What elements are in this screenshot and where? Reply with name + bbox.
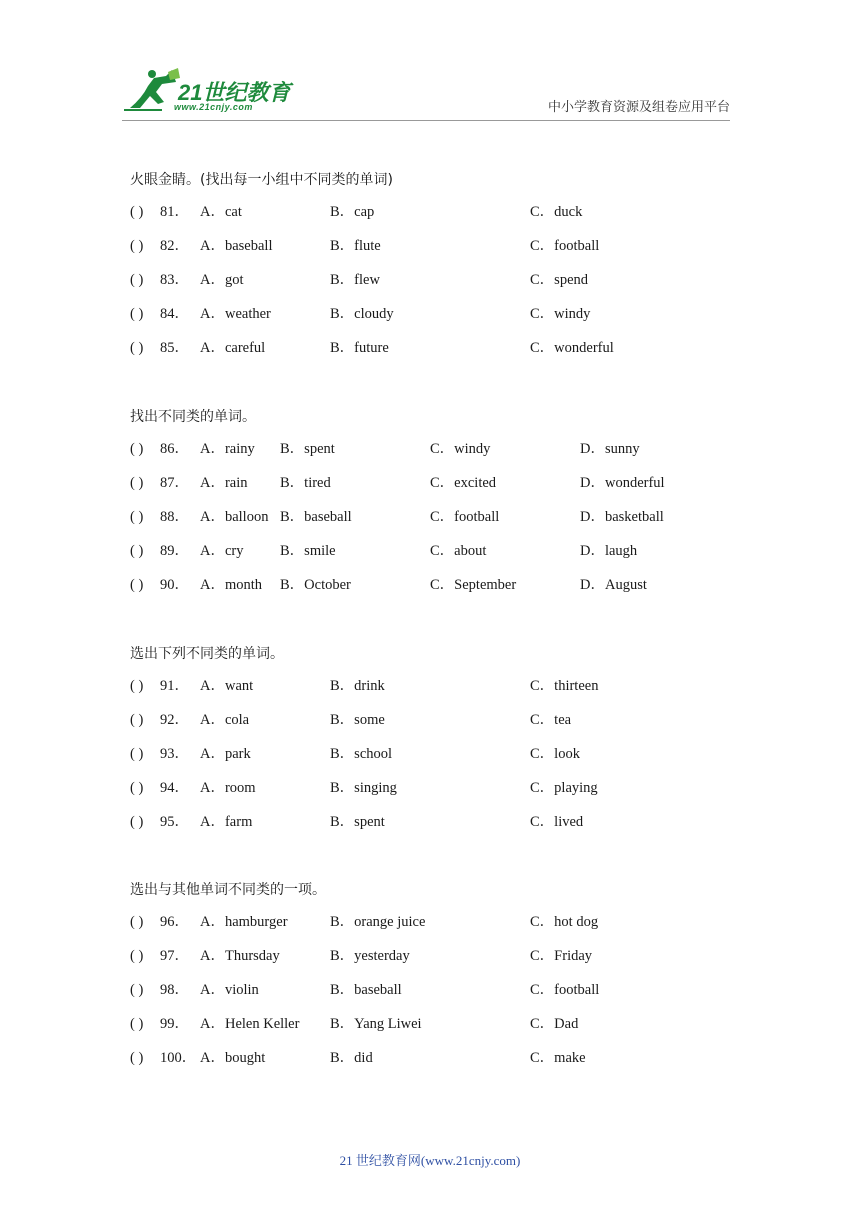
- question-number: 84．: [160, 306, 189, 322]
- answer-blank[interactable]: ( ): [130, 238, 144, 254]
- answer-blank[interactable]: ( ): [130, 272, 144, 288]
- section-title: 选出与其他单词不同类的一项。: [130, 882, 326, 898]
- question-row: [130, 432, 750, 466]
- option-c: C．thirteen: [530, 678, 599, 694]
- question-row: [130, 1041, 750, 1075]
- runner-icon: [122, 68, 182, 114]
- question-number: 96．: [160, 914, 189, 930]
- option-b: B．some: [330, 712, 385, 728]
- option-a: A．room: [200, 780, 256, 796]
- page-header: [0, 0, 860, 130]
- answer-blank[interactable]: ( ): [130, 306, 144, 322]
- option-a: A．rain: [200, 475, 248, 491]
- option-c: C．lived: [530, 814, 584, 830]
- answer-blank[interactable]: ( ): [130, 746, 144, 762]
- option-b: B．singing: [330, 780, 397, 796]
- option-b: B．school: [330, 746, 393, 762]
- question-row: [130, 1007, 750, 1041]
- option-c: C．make: [530, 1050, 586, 1066]
- option-b: B．future: [330, 340, 389, 356]
- option-c: C．windy: [430, 441, 491, 457]
- question-row: [130, 263, 750, 297]
- option-b: B．cloudy: [330, 306, 394, 322]
- option-c: C．football: [530, 982, 600, 998]
- question-row: [130, 973, 750, 1007]
- answer-blank[interactable]: ( ): [130, 204, 144, 220]
- option-c: C．playing: [530, 780, 598, 796]
- option-a: A．balloon: [200, 509, 269, 525]
- section-4: [130, 875, 750, 1075]
- question-number: 94．: [160, 780, 189, 796]
- option-b: B．spent: [330, 814, 385, 830]
- option-a: A．Helen Keller: [200, 1016, 300, 1032]
- logo-url: www.21cnjy.com: [174, 102, 253, 112]
- question-number: 91．: [160, 678, 189, 694]
- option-a: A．park: [200, 746, 251, 762]
- section-2: [130, 402, 750, 602]
- option-a: A．cat: [200, 204, 242, 220]
- question-row: [130, 737, 750, 771]
- option-a: A．cola: [200, 712, 250, 728]
- option-b: B．October: [280, 577, 351, 593]
- answer-blank[interactable]: ( ): [130, 475, 144, 491]
- answer-blank[interactable]: ( ): [130, 543, 144, 559]
- option-a: A．rainy: [200, 441, 255, 457]
- option-c: C．look: [530, 746, 580, 762]
- option-a: A．bought: [200, 1050, 266, 1066]
- answer-blank[interactable]: ( ): [130, 914, 144, 930]
- answer-blank[interactable]: ( ): [130, 509, 144, 525]
- section-title: 找出不同类的单词。: [130, 409, 256, 425]
- question-number: 100．: [160, 1050, 197, 1066]
- option-c: C．wonderful: [530, 340, 614, 356]
- option-a: A．weather: [200, 306, 271, 322]
- question-number: 90．: [160, 577, 189, 593]
- question-row: [130, 669, 750, 703]
- question-row: [130, 331, 750, 365]
- answer-blank[interactable]: ( ): [130, 678, 144, 694]
- option-b: B．yesterday: [330, 948, 410, 964]
- header-divider: [122, 120, 730, 121]
- page-footer[interactable]: 21 世纪教育网(www.21cnjy.com): [339, 1153, 521, 1168]
- option-d: D．basketball: [580, 509, 664, 525]
- option-b: B．flew: [330, 272, 380, 288]
- option-a: A．hamburger: [200, 914, 288, 930]
- question-number: 99．: [160, 1016, 189, 1032]
- option-a: A．cry: [200, 543, 244, 559]
- question-number: 87．: [160, 475, 189, 491]
- answer-blank[interactable]: ( ): [130, 982, 144, 998]
- answer-blank[interactable]: ( ): [130, 340, 144, 356]
- answer-blank[interactable]: ( ): [130, 1050, 144, 1066]
- option-c: C．Dad: [530, 1016, 579, 1032]
- answer-blank[interactable]: ( ): [130, 948, 144, 964]
- question-row: [130, 939, 750, 973]
- site-logo: [122, 68, 292, 116]
- question-number: 85．: [160, 340, 189, 356]
- option-a: A．careful: [200, 340, 266, 356]
- question-row: [130, 297, 750, 331]
- option-c: C．tea: [530, 712, 572, 728]
- answer-blank[interactable]: ( ): [130, 712, 144, 728]
- option-d: D．sunny: [580, 441, 640, 457]
- option-c: C．windy: [530, 306, 591, 322]
- option-b: B．cap: [330, 204, 375, 220]
- option-a: A．month: [200, 577, 263, 593]
- option-a: A．got: [200, 272, 244, 288]
- option-c: C．Friday: [530, 948, 593, 964]
- option-b: B．tired: [280, 475, 331, 491]
- question-row: [130, 500, 750, 534]
- question-number: 93．: [160, 746, 189, 762]
- option-b: B．baseball: [330, 982, 402, 998]
- option-b: B．Yang Liwei: [330, 1016, 422, 1032]
- option-a: A．Thursday: [200, 948, 280, 964]
- question-number: 95．: [160, 814, 189, 830]
- question-number: 89．: [160, 543, 189, 559]
- option-b: B．flute: [330, 238, 381, 254]
- option-b: B．smile: [280, 543, 336, 559]
- question-number: 81．: [160, 204, 189, 220]
- question-row: [130, 466, 750, 500]
- answer-blank[interactable]: ( ): [130, 577, 144, 593]
- option-b: B．did: [330, 1050, 373, 1066]
- question-number: 86．: [160, 441, 189, 457]
- option-c: C．duck: [530, 204, 583, 220]
- header-platform-text: 中小学教育资源及组卷应用平台: [547, 100, 730, 115]
- section-3: [130, 639, 750, 839]
- answer-blank[interactable]: ( ): [130, 780, 144, 796]
- option-b: B．orange juice: [330, 914, 426, 930]
- question-row: [130, 771, 750, 805]
- option-a: A．violin: [200, 982, 259, 998]
- question-number: 82．: [160, 238, 189, 254]
- option-a: A．farm: [200, 814, 253, 830]
- section-title: 火眼金睛。(找出每一小组中不同类的单词): [130, 172, 393, 188]
- question-number: 98．: [160, 982, 189, 998]
- option-b: B．baseball: [280, 509, 352, 525]
- section-title: 选出下列不同类的单词。: [130, 646, 284, 662]
- option-d: D．laugh: [580, 543, 638, 559]
- option-c: C．excited: [430, 475, 497, 491]
- question-row: [130, 534, 750, 568]
- option-c: C．September: [430, 577, 517, 593]
- question-row: [130, 805, 750, 839]
- answer-blank[interactable]: ( ): [130, 814, 144, 830]
- question-number: 88．: [160, 509, 189, 525]
- option-a: A．want: [200, 678, 254, 694]
- question-row: [130, 229, 750, 263]
- section-1: [130, 165, 750, 365]
- option-d: D．August: [580, 577, 647, 593]
- answer-blank[interactable]: ( ): [130, 1016, 144, 1032]
- option-a: A．baseball: [200, 238, 273, 254]
- question-number: 83．: [160, 272, 189, 288]
- logo-text: 21世纪教育: [178, 80, 291, 105]
- option-b: B．spent: [280, 441, 335, 457]
- option-c: C．spend: [530, 272, 588, 288]
- question-row: [130, 905, 750, 939]
- option-c: C．about: [430, 543, 487, 559]
- answer-blank[interactable]: ( ): [130, 441, 144, 457]
- question-row: [130, 703, 750, 737]
- question-row: [130, 195, 750, 229]
- option-c: C．hot dog: [530, 914, 599, 930]
- option-c: C．football: [430, 509, 500, 525]
- question-number: 92．: [160, 712, 189, 728]
- option-c: C．football: [530, 238, 600, 254]
- question-row: [130, 568, 750, 602]
- question-number: 97．: [160, 948, 189, 964]
- option-b: B．drink: [330, 678, 385, 694]
- option-d: D．wonderful: [580, 475, 665, 491]
